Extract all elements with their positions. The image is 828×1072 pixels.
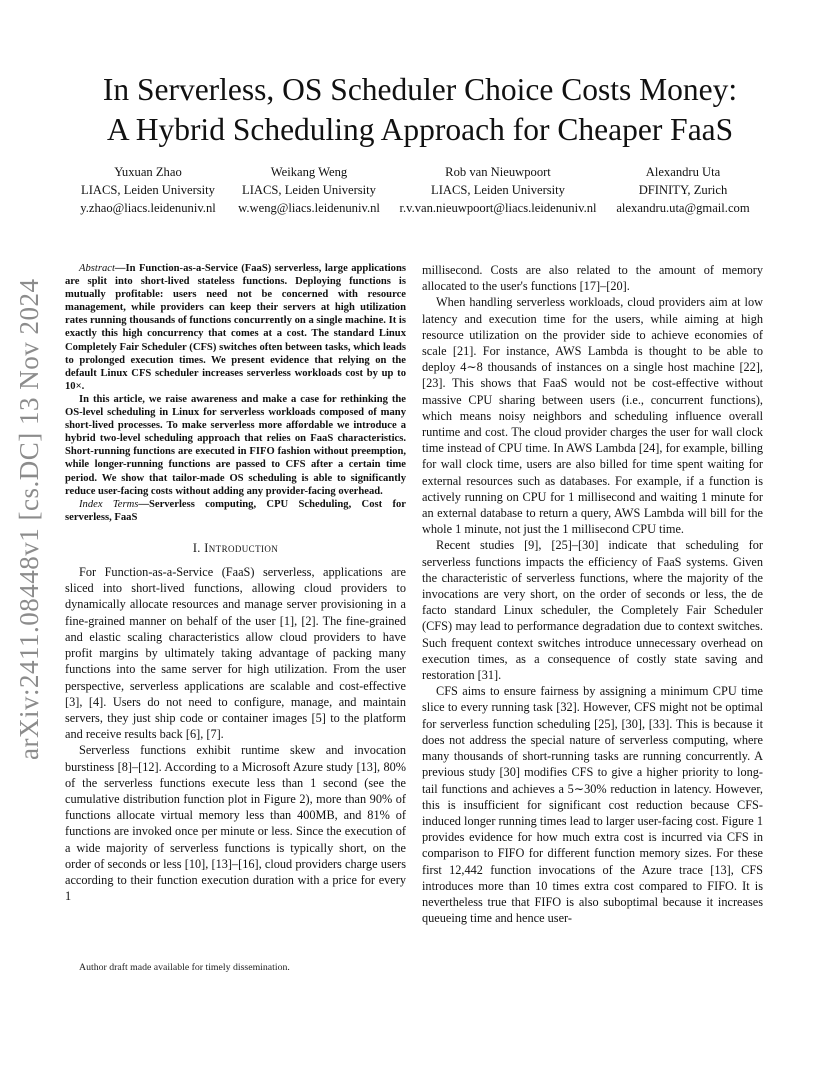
abstract-text-1: In Function-as-a-Service (FaaS) serverless, large applications are split into short-lived stateless functions. Deploying functions is mutually profitable: users need not be concerned with resource management, while providers can keep their servers at high utilization rates running thousands of functions concurrently on a single machine. It is exactly this high concurrency that comes at a cost. The standard Linux Completely Fair Scheduler (CFS) switches often between tasks, which leads to prolonged execution times. We present evidence that relying on the default Linux CFS scheduler increases serverless workloads cost by up to 10×. <box>65 263 406 392</box>
intro-paragraph-4: When handling serverless workloads, cloud providers aim at low latency and execution time for the users, while aiming at high resource utilization on the provider side to achieve economies of scale [21]. For instance, AWS Lambda is thought to be able to deploy 4∼8 thousands of instances on a single host machine [22], [23]. This shows that FaaS would not be cost-effective without massive CPU sharing between users (i.e., concurrent functions), which means noisy neighbors and scheduling influence overall runtime and cost. The cloud provider charges the user for wall clock time instead of CPU time. In AWS Lambda [24], for example, billing for wall clock time, users are also billed for time spent waiting for external resources such as databases. For example, if a function is actively running on CPU for 1 millisecond and waiting 1 minute for an external database to return a query, AWS Lambda will bill for the whole 1 minute, not just the 1 millisecond CPU time. <box>422 295 763 537</box>
left-column <box>65 262 406 904</box>
author-3 <box>392 163 604 217</box>
author-affiliation: LIACS, Leiden University <box>81 183 215 197</box>
paper-title <box>60 70 780 150</box>
index-terms-label: Index Terms <box>79 498 139 510</box>
section-title: Introduction <box>204 540 279 555</box>
author-affiliation: LIACS, Leiden University <box>431 183 565 197</box>
author-email: y.zhao@liacs.leidenuniv.nl <box>80 201 216 215</box>
right-column <box>422 262 763 926</box>
author-name: Weikang Weng <box>270 165 348 179</box>
author-email: alexandru.uta@gmail.com <box>616 201 750 215</box>
title-line-1: In Serverless, OS Scheduler Choice Costs Money: <box>102 72 738 107</box>
author-email: r.v.van.nieuwpoort@liacs.leidenuniv.nl <box>399 201 597 215</box>
author-1 <box>74 163 222 217</box>
intro-paragraph-3: millisecond. Costs are also related to the amount of memory allocated to the user's functions [17]–[20]. <box>422 263 763 294</box>
footnote: Author draft made available for timely dissemination. <box>79 962 290 973</box>
author-email: w.weng@liacs.leidenuniv.nl <box>238 201 380 215</box>
abstract <box>65 262 406 524</box>
abstract-paragraph-2: In this article, we raise awareness and make a case for rethinking the OS-level scheduling in Linux for serverless workloads composed of many short-lived processes. To make serverless more affordable we introduce a hybrid two-level scheduling approach that relies on FaaS characteristics. Short-running functions are executed in FIFO fashion without preemption, while longer-running functions are passed to CFS after a certain time period. We show that tailor-made OS scheduling is able to significantly reduce user-facing costs without adding any provider-facing overhead. <box>65 393 406 497</box>
index-terms: Index Terms—Serverless computing, CPU Scheduling, Cost for serverless, FaaS <box>65 498 406 523</box>
intro-paragraph-2: Serverless functions exhibit runtime skew and invocation burstiness [8]–[12]. According to a Microsoft Azure study [13], 80% of the serverless functions execute less than 1 second (see the cumulative distribution function plot in Figure 2), more than 90% of functions allocate virtual memory less than 400MB, and 81% of functions are invoked once per minute or less. Since the execution of a wide majority of serverless functions is typically short, on the order of seconds or less [10], [13]–[16], cloud providers charge users according to their function execution duration with a price for every 1 <box>65 743 406 904</box>
title-line-2: A Hybrid Scheduling Approach for Cheaper FaaS <box>106 112 734 147</box>
author-name: Alexandru Uta <box>645 165 721 179</box>
intro-paragraph-5: Recent studies [9], [25]–[30] indicate that scheduling for serverless functions impacts the efficiency of FaaS systems. Given the characteristic of serverless functions, where the majority of the invocations are very short, on the order of seconds or less, the de facto standard Linux scheduler, the Completely Fair Scheduler (CFS) may lead to performance degradation due to context switches. Such frequent context switches introduce unnecessary overhead on execution times, as a consequence of costly state saving and restoration [31]. <box>422 538 763 683</box>
author-name: Yuxuan Zhao <box>114 165 182 179</box>
intro-paragraph-6: CFS aims to ensure fairness by assigning a minimum CPU time slice to every running task [32]. However, CFS might not be optimal for serverless function scheduling [25], [30], [33]. This is because it does not address the special nature of serverless computing, where many thousands of short-running tasks are running concurrently. A previous study [30] modifies CFS to give a higher priority to long-tail functions and achieves a 5∼30% reduction in latency. However, this is insufficient for significant cost reduction because CFS-induced longer running times lead to larger user-facing cost. Figure 1 provides evidence for how much extra cost is incurred via CFS in comparison to FIFO for different function memory sizes. For these first 12,442 function invocations of the Azure trace [13], CFS introduces more than 10 times extra cost compared to FIFO. It is nevertheless true that FIFO is also suboptimal because it increases queueing time and hence user- <box>422 684 763 926</box>
author-4 <box>608 163 758 217</box>
author-name: Rob van Nieuwpoort <box>445 165 551 179</box>
author-affiliation: DFINITY, Zurich <box>638 183 728 197</box>
arxiv-identifier: arXiv:2411.08448v1 [cs.DC] 13 Nov 2024 <box>14 278 44 760</box>
index-terms-text: Serverless computing, CPU Scheduling, Cost for serverless, FaaS <box>65 498 406 523</box>
section-number: I. <box>192 540 201 555</box>
abstract-label: Abstract <box>79 263 115 274</box>
abstract-paragraph-1: Abstract—In Function-as-a-Service (FaaS) serverless, large applications are split into short-lived stateless functions. Deploying functions is mutually profitable: users need not be concerned with resource management, while providers can keep their servers at high utilization rates running thousands of functions concurrently on a single machine. It is exactly this high concurrency that comes at a cost. The standard Linux Completely Fair Scheduler (CFS) switches often between tasks, which leads to prolonged execution times. We present evidence that relying on the default Linux CFS scheduler increases serverless workloads cost by up to 10×. <box>65 263 406 392</box>
section-heading-introduction <box>65 540 406 556</box>
author-affiliation: LIACS, Leiden University <box>242 183 376 197</box>
author-2 <box>230 163 388 217</box>
intro-paragraph-1: For Function-as-a-Service (FaaS) serverless, applications are sliced into short-lived functions, allowing cloud providers to dynamically allocate resources and manage server provisioning in a fine-grained manner on behalf of the user [1], [2]. The fine-grained and elastic scaling characteristics allow cloud providers to have profit margins by ultimately taking advantage of packing many functions into the same server for high utilization. From the user perspective, serverless applications are scalable and cost-effective [3], [4]. Users do not need to configure, manage, and maintain servers, they just ship code or container images [5] to the platform and receive results back [6], [7]. <box>65 565 406 742</box>
